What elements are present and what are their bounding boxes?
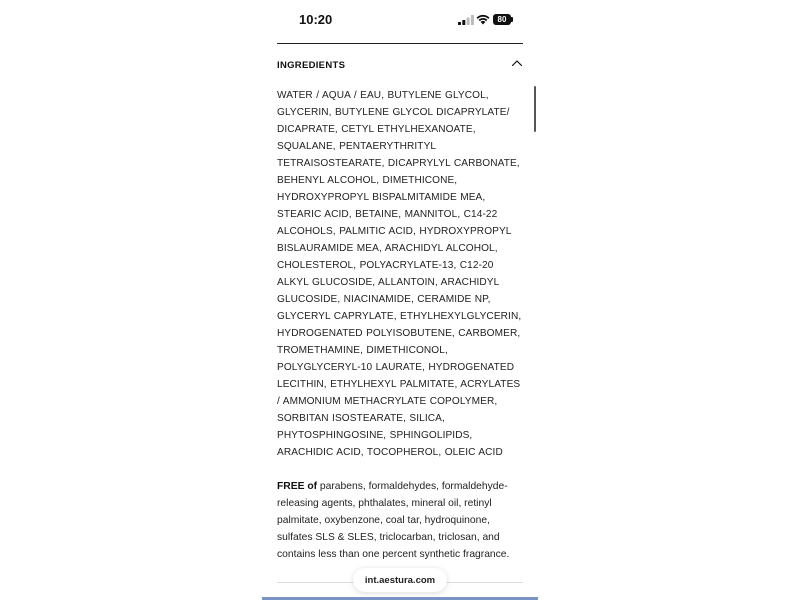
battery-cap — [511, 17, 513, 22]
status-bar — [262, 8, 538, 32]
free-of-list: parabens, formaldehydes, formaldehyde-releasing agents, phthalates, mineral oil, retinyl palmitate, oxybenzone, coal tar, hydroquinone, sulfates SLS & SLES, triclocarban, triclosan, and contains less than one percent synthetic fragrance. — [277, 481, 510, 560]
phone-screen — [262, 0, 538, 600]
ingredients-accordion-header[interactable] — [277, 52, 523, 78]
accordion-title: INGREDIENTS — [277, 60, 346, 71]
free-of-statement — [277, 478, 527, 563]
status-icons — [458, 13, 518, 27]
battery-icon: 80 — [493, 14, 511, 25]
url-text: int.aestura.com — [364, 574, 436, 586]
wifi-icon — [476, 13, 490, 25]
status-time: 10:20 — [299, 12, 333, 27]
signal-icon — [458, 15, 474, 25]
scrollbar[interactable] — [534, 86, 536, 132]
ingredients-list: WATER / AQUA / EAU, BUTYLENE GLYCOL, GLYCERIN, BUTYLENE GLYCOL DICAPRYLATE/ DICAPRATE, CETYL ETHYLHEXANOATE, SQUALANE, PENTAERYTHRITYL TETRAISOSTEARATE, DICAPRYLYL CARBONATE, BEHENYL ALCOHOL, DIMETHICONE, HYDROXYPROPYL BISPALMITAMIDE MEA, STEARIC ACID, BETAINE, MANNITOL, C14-22 ALCOHOLS, PALMITIC ACID, HYDROXYPROPYL BISLAURAMIDE MEA, ARACHIDYL ALCOHOL, CHOLESTEROL, POLYACRYLATE-13, C12-20 ALKYL GLUCOSIDE, ALLANTOIN, ARACHIDYL GLUCOSIDE, NIACINAMIDE, CERAMIDE NP, GLYCERYL CAPRYLATE, ETHYLHEXYLGLYCERIN, HYDROGENATED POLYISOBUTENE, CARBOMER, TROMETHAMINE, DIMETHICONOL, POLYGLYCERYL-10 LAURATE, HYDROGENATED LECITHIN, ETHYLHEXYL PALMITATE, ACRYLATES / AMMONIUM METHACRYLATE COPOLYMER, SORBITAN ISOSTEARATE, SILICA, PHYTOSPHINGOSINE, SPHINGOLIPIDS, ARACHIDIC ACID, TOCOPHEROL, OLEIC ACID — [277, 90, 522, 458]
free-of-label: FREE of — [277, 481, 318, 492]
chevron-up-icon[interactable] — [511, 58, 523, 68]
address-bar[interactable] — [353, 568, 447, 592]
section-divider — [277, 43, 523, 44]
